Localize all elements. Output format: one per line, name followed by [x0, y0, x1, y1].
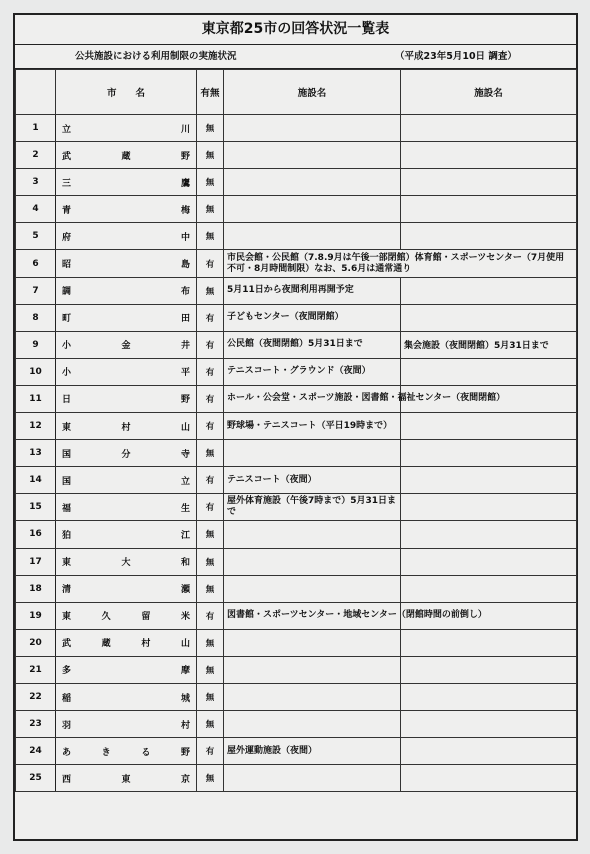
page-title: 東京都25市の回答状況一覧表 — [15, 15, 576, 45]
city-name — [56, 548, 197, 575]
facility-2 — [401, 223, 577, 250]
table-row — [16, 142, 577, 169]
row-number: 11 — [16, 385, 56, 412]
facility-1: 市民会館・公民館（7.8.9月は午後一部閉館）体育館・スポーツセンター（7月使用不可・8月時間制限）なお、5.6月は通常通り — [224, 250, 577, 277]
table-row — [16, 440, 577, 467]
row-number: 5 — [16, 223, 56, 250]
row-number: 13 — [16, 440, 56, 467]
city-name — [56, 223, 197, 250]
city-char: 井 — [180, 341, 190, 352]
header-row — [16, 70, 577, 115]
city-char: 小 — [62, 368, 72, 379]
city-char: 村 — [180, 720, 190, 731]
facility-1 — [224, 629, 401, 656]
facility-2 — [401, 494, 577, 521]
availability: 無 — [197, 521, 224, 548]
survey-date: （平成23年5月10日 調査） — [395, 51, 517, 62]
city-char: 瀬 — [180, 585, 190, 596]
facility-1: テニスコート（夜間） — [224, 467, 401, 494]
header-city: 市 名 — [56, 70, 197, 115]
facility-2 — [401, 738, 577, 765]
city-name — [56, 683, 197, 710]
table-row — [16, 223, 577, 250]
city-char: 島 — [180, 260, 190, 271]
facility-1 — [224, 142, 401, 169]
city-name — [56, 169, 197, 196]
city-name — [56, 494, 197, 521]
city-char: 分 — [121, 449, 131, 460]
facility-2 — [401, 196, 577, 223]
city-char: 生 — [180, 503, 190, 514]
city-char: 川 — [180, 124, 190, 135]
facility-2 — [401, 521, 577, 548]
city-name — [56, 304, 197, 331]
city-name — [56, 250, 197, 277]
table-row — [16, 413, 577, 440]
city-char: 留 — [141, 612, 151, 623]
row-number: 10 — [16, 358, 56, 385]
facility-1: 屋外体育施設（午後7時まで）5月31日まで — [224, 494, 401, 521]
city-name — [56, 521, 197, 548]
row-number: 9 — [16, 331, 56, 358]
availability: 無 — [197, 115, 224, 142]
row-number: 16 — [16, 521, 56, 548]
row-number: 22 — [16, 683, 56, 710]
city-name — [56, 385, 197, 412]
table-row — [16, 548, 577, 575]
city-name — [56, 413, 197, 440]
availability: 無 — [197, 169, 224, 196]
facility-1: 野球場・テニスコート（平日19時まで） — [224, 413, 401, 440]
facility-2 — [401, 629, 577, 656]
city-char: 蔵 — [121, 151, 131, 162]
table-body — [16, 115, 577, 792]
city-char: 府 — [62, 232, 72, 243]
table-row — [16, 304, 577, 331]
facility-2 — [401, 575, 577, 602]
facility-2 — [401, 142, 577, 169]
city-char: 大 — [121, 558, 131, 569]
header-facility-1: 施設名 — [224, 70, 401, 115]
table-row — [16, 115, 577, 142]
availability: 無 — [197, 765, 224, 792]
facility-1 — [224, 711, 401, 738]
availability: 無 — [197, 548, 224, 575]
availability: 有 — [197, 331, 224, 358]
availability: 有 — [197, 413, 224, 440]
facility-1 — [224, 440, 401, 467]
facility-1 — [224, 656, 401, 683]
facility-2 — [401, 358, 577, 385]
city-char: 羽 — [62, 720, 72, 731]
city-char: 武 — [62, 151, 72, 162]
table-row — [16, 277, 577, 304]
city-char: 立 — [180, 476, 190, 487]
city-char: 金 — [121, 341, 131, 352]
city-char: 狛 — [62, 530, 72, 541]
facility-2 — [401, 765, 577, 792]
city-char: 田 — [180, 314, 190, 325]
facility-2 — [401, 711, 577, 738]
city-char: 平 — [180, 368, 190, 379]
facility-2 — [401, 413, 577, 440]
city-char: あ — [62, 747, 72, 758]
city-char: 野 — [180, 747, 190, 758]
availability: 無 — [197, 683, 224, 710]
city-name — [56, 629, 197, 656]
city-name — [56, 575, 197, 602]
city-char: 京 — [180, 774, 190, 785]
row-number: 25 — [16, 765, 56, 792]
city-char: 米 — [180, 612, 190, 623]
city-char: 野 — [180, 151, 190, 162]
table-row — [16, 467, 577, 494]
facility-1: 屋外運動施設（夜間） — [224, 738, 401, 765]
table-row — [16, 602, 577, 629]
city-char: 武 — [62, 639, 72, 650]
table-row — [16, 656, 577, 683]
row-number: 23 — [16, 711, 56, 738]
city-char: 多 — [62, 666, 72, 677]
status-table — [15, 69, 577, 792]
row-number: 6 — [16, 250, 56, 277]
availability: 無 — [197, 575, 224, 602]
facility-1 — [224, 683, 401, 710]
row-number: 18 — [16, 575, 56, 602]
table-row — [16, 331, 577, 358]
city-name — [56, 440, 197, 467]
city-name — [56, 358, 197, 385]
city-char: 東 — [62, 558, 72, 569]
facility-1 — [224, 575, 401, 602]
row-number: 21 — [16, 656, 56, 683]
facility-1 — [224, 548, 401, 575]
facility-2 — [401, 440, 577, 467]
facility-1: 図書館・スポーツセンター・地域センター（閉館時間の前倒し） — [224, 602, 401, 629]
table-row — [16, 711, 577, 738]
row-number: 17 — [16, 548, 56, 575]
facility-2 — [401, 169, 577, 196]
city-char: 青 — [62, 205, 72, 216]
city-char: 城 — [180, 693, 190, 704]
city-char: 立 — [62, 124, 72, 135]
city-char: 山 — [180, 639, 190, 650]
availability: 有 — [197, 467, 224, 494]
city-char: 昭 — [62, 260, 72, 271]
table-row — [16, 738, 577, 765]
facility-2 — [401, 656, 577, 683]
availability: 無 — [197, 440, 224, 467]
row-number: 19 — [16, 602, 56, 629]
table-row — [16, 575, 577, 602]
city-name — [56, 331, 197, 358]
availability: 無 — [197, 223, 224, 250]
city-char: 三 — [62, 178, 72, 189]
facility-1: ホール・公会堂・スポーツ施設・図書館・福祉センター（夜間閉館） — [224, 385, 401, 412]
city-char: 和 — [180, 558, 190, 569]
row-number: 12 — [16, 413, 56, 440]
availability: 無 — [197, 142, 224, 169]
facility-1: 5月11日から夜間利用再開予定 — [224, 277, 401, 304]
header-avail: 有無 — [197, 70, 224, 115]
city-name — [56, 467, 197, 494]
city-char: 寺 — [180, 449, 190, 460]
city-char: 国 — [62, 449, 72, 460]
city-char: 山 — [180, 422, 190, 433]
availability: 無 — [197, 196, 224, 223]
city-char: 摩 — [180, 666, 190, 677]
row-number: 20 — [16, 629, 56, 656]
facility-2: 集会施設（夜間閉館）5月31日まで — [401, 331, 577, 358]
availability: 有 — [197, 602, 224, 629]
row-number: 2 — [16, 142, 56, 169]
facility-2 — [401, 467, 577, 494]
availability: 無 — [197, 711, 224, 738]
row-number: 4 — [16, 196, 56, 223]
availability: 有 — [197, 385, 224, 412]
facility-1 — [224, 115, 401, 142]
city-char: 久 — [101, 612, 111, 623]
city-char: 小 — [62, 341, 72, 352]
row-number: 8 — [16, 304, 56, 331]
city-char: 野 — [180, 395, 190, 406]
city-char: 調 — [62, 287, 72, 298]
row-number: 14 — [16, 467, 56, 494]
availability: 有 — [197, 250, 224, 277]
facility-1: 公民館（夜間閉館）5月31日まで — [224, 331, 401, 358]
availability: 有 — [197, 304, 224, 331]
row-number: 24 — [16, 738, 56, 765]
table-row — [16, 629, 577, 656]
city-name — [56, 738, 197, 765]
city-char: 日 — [62, 395, 72, 406]
city-char: 村 — [141, 639, 151, 650]
header-facility-2: 施設名 — [401, 70, 577, 115]
row-number: 7 — [16, 277, 56, 304]
survey-sheet — [13, 13, 578, 841]
row-number: 3 — [16, 169, 56, 196]
city-char: 江 — [180, 530, 190, 541]
city-char: る — [141, 747, 151, 758]
city-name — [56, 602, 197, 629]
table-row — [16, 494, 577, 521]
city-char: 稲 — [62, 693, 72, 704]
city-char: 国 — [62, 476, 72, 487]
subtitle: 公共施設における利用制限の実施状況 — [75, 51, 237, 62]
facility-1 — [224, 521, 401, 548]
city-name — [56, 656, 197, 683]
table-row — [16, 521, 577, 548]
facility-2 — [401, 115, 577, 142]
availability: 有 — [197, 358, 224, 385]
city-char: 東 — [62, 612, 72, 623]
facility-2 — [401, 277, 577, 304]
city-char: 村 — [121, 422, 131, 433]
city-char: 布 — [180, 287, 190, 298]
table-row — [16, 765, 577, 792]
table-row — [16, 169, 577, 196]
facility-1 — [224, 223, 401, 250]
table-row — [16, 358, 577, 385]
city-char: 東 — [62, 422, 72, 433]
facility-1: 子どもセンター（夜間閉館） — [224, 304, 401, 331]
city-name — [56, 142, 197, 169]
availability: 有 — [197, 494, 224, 521]
availability: 無 — [197, 629, 224, 656]
subtitle-bar — [15, 45, 576, 69]
city-char: 西 — [62, 774, 72, 785]
city-name — [56, 196, 197, 223]
city-char: 福 — [62, 503, 72, 514]
city-char: 梅 — [180, 205, 190, 216]
row-number: 1 — [16, 115, 56, 142]
availability: 無 — [197, 656, 224, 683]
table-row — [16, 385, 577, 412]
facility-1: テニスコート・グラウンド（夜間） — [224, 358, 401, 385]
table-row — [16, 683, 577, 710]
city-char: 清 — [62, 585, 72, 596]
city-char: 中 — [180, 232, 190, 243]
facility-1 — [224, 169, 401, 196]
city-name — [56, 765, 197, 792]
facility-1 — [224, 196, 401, 223]
header-number — [16, 70, 56, 115]
facility-2 — [401, 683, 577, 710]
city-char: き — [101, 747, 111, 758]
city-name — [56, 115, 197, 142]
city-name — [56, 277, 197, 304]
city-char: 東 — [121, 774, 131, 785]
availability: 有 — [197, 738, 224, 765]
city-char: 鷹 — [180, 178, 190, 189]
facility-2 — [401, 548, 577, 575]
city-char: 町 — [62, 314, 72, 325]
row-number: 15 — [16, 494, 56, 521]
availability: 無 — [197, 277, 224, 304]
city-char: 蔵 — [101, 639, 111, 650]
facility-1 — [224, 765, 401, 792]
facility-2 — [401, 304, 577, 331]
table-row — [16, 250, 577, 277]
table-row — [16, 196, 577, 223]
city-name — [56, 711, 197, 738]
